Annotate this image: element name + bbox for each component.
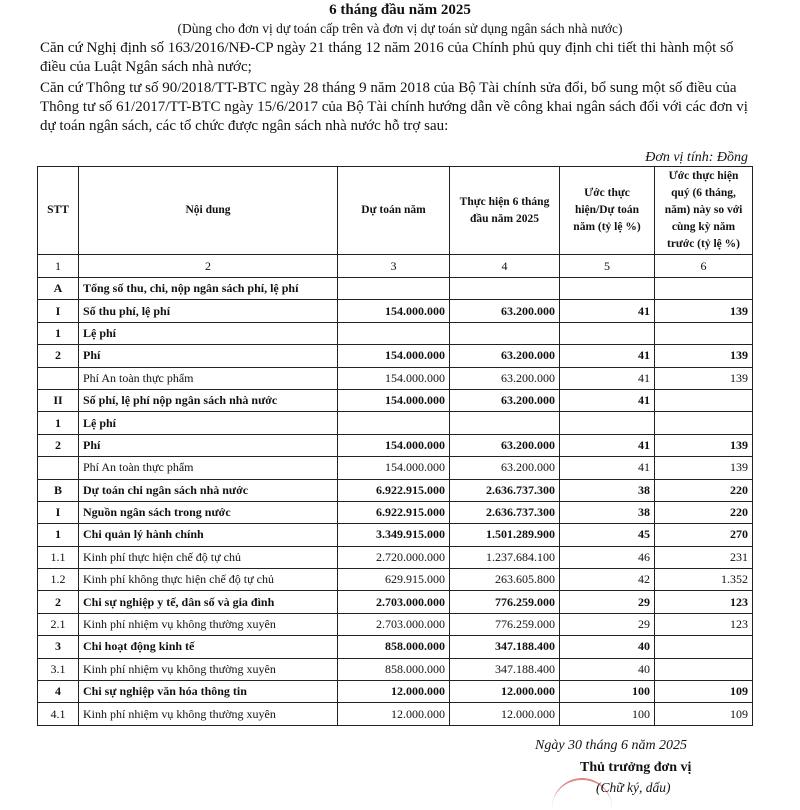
row-plan: 2.720.000.000 xyxy=(338,546,450,568)
row-ratio-prev-year: 139 xyxy=(655,457,753,479)
row-ratio-prev-year: 220 xyxy=(655,479,753,501)
row-plan: 154.000.000 xyxy=(338,300,450,322)
row-content: Phí xyxy=(79,434,338,456)
row-ratio-plan: 42 xyxy=(560,569,655,591)
table-row xyxy=(38,278,753,300)
row-actual: 776.259.000 xyxy=(450,613,560,635)
row-ratio-prev-year xyxy=(655,658,753,680)
row-content: Tổng số thu, chi, nộp ngân sách phí, lệ phí xyxy=(79,278,338,300)
row-plan: 154.000.000 xyxy=(338,389,450,411)
report-subtitle: (Dùng cho đơn vị dự toán cấp trên và đơn vị dự toán sử dụng ngân sách nhà nước) xyxy=(177,21,623,36)
row-plan xyxy=(338,322,450,344)
table-row xyxy=(38,479,753,501)
row-actual: 63.200.000 xyxy=(450,345,560,367)
row-stt: 1.1 xyxy=(38,546,79,568)
table-row xyxy=(38,501,753,523)
row-plan: 154.000.000 xyxy=(338,345,450,367)
row-ratio-prev-year xyxy=(655,636,753,658)
col-number: 2 xyxy=(79,255,338,278)
row-ratio-prev-year xyxy=(655,412,753,434)
row-ratio-prev-year xyxy=(655,389,753,411)
row-ratio-plan: 40 xyxy=(560,636,655,658)
row-stt: I xyxy=(38,300,79,322)
row-stt: A xyxy=(38,278,79,300)
table-row xyxy=(38,703,753,725)
row-ratio-plan: 41 xyxy=(560,300,655,322)
row-plan xyxy=(338,412,450,434)
table-row xyxy=(38,367,753,389)
row-ratio-prev-year: 231 xyxy=(655,546,753,568)
row-ratio-plan: 38 xyxy=(560,479,655,501)
col-number: 3 xyxy=(338,255,450,278)
row-content: Lệ phí xyxy=(79,412,338,434)
row-stt: 3 xyxy=(38,636,79,658)
row-content: Nguồn ngân sách trong nước xyxy=(79,501,338,523)
row-actual: 63.200.000 xyxy=(450,434,560,456)
table-row xyxy=(38,345,753,367)
row-ratio-prev-year: 220 xyxy=(655,501,753,523)
table-row xyxy=(38,658,753,680)
currency-unit: Đơn vị tính: Đồng xyxy=(645,150,748,165)
signer-title: Thủ trưởng đơn vị xyxy=(580,760,692,775)
row-ratio-prev-year: 139 xyxy=(655,345,753,367)
row-actual xyxy=(450,412,560,434)
row-plan: 12.000.000 xyxy=(338,681,450,703)
row-content: Dự toán chi ngân sách nhà nước xyxy=(79,479,338,501)
col-header-content: Nội dung xyxy=(79,167,338,255)
table-row xyxy=(38,457,753,479)
row-ratio-prev-year: 139 xyxy=(655,434,753,456)
row-ratio-plan: 45 xyxy=(560,524,655,546)
row-stt: B xyxy=(38,479,79,501)
row-stt xyxy=(38,457,79,479)
table-row xyxy=(38,681,753,703)
row-content: Số thu phí, lệ phí xyxy=(79,300,338,322)
col-number: 4 xyxy=(450,255,560,278)
row-ratio-prev-year: 123 xyxy=(655,613,753,635)
row-actual: 2.636.737.300 xyxy=(450,501,560,523)
row-actual: 12.000.000 xyxy=(450,703,560,725)
row-plan: 154.000.000 xyxy=(338,367,450,389)
col-header-ratio-plan: Ước thực hiện/Dự toán năm (tỷ lệ %) xyxy=(560,167,655,255)
row-stt: II xyxy=(38,389,79,411)
row-ratio-plan: 41 xyxy=(560,345,655,367)
row-content: Phí xyxy=(79,345,338,367)
row-content: Số phí, lệ phí nộp ngân sách nhà nước xyxy=(79,389,338,411)
row-stt: I xyxy=(38,501,79,523)
row-ratio-prev-year: 1.352 xyxy=(655,569,753,591)
row-plan: 6.922.915.000 xyxy=(338,501,450,523)
row-content: Kinh phí không thực hiện chế độ tự chủ xyxy=(79,569,338,591)
row-actual xyxy=(450,322,560,344)
row-actual: 2.636.737.300 xyxy=(450,479,560,501)
row-ratio-prev-year: 123 xyxy=(655,591,753,613)
row-plan: 154.000.000 xyxy=(338,457,450,479)
col-header-ratio-prev-year: Ước thực hiện quý (6 tháng, năm) này so với cùng kỳ năm trước (tỷ lệ %) xyxy=(655,167,753,255)
row-plan: 12.000.000 xyxy=(338,703,450,725)
table-row xyxy=(38,546,753,568)
row-content: Lệ phí xyxy=(79,322,338,344)
row-ratio-prev-year: 139 xyxy=(655,300,753,322)
row-ratio-prev-year xyxy=(655,278,753,300)
row-ratio-prev-year: 270 xyxy=(655,524,753,546)
table-row xyxy=(38,591,753,613)
col-header-actual: Thực hiện 6 tháng đầu năm 2025 xyxy=(450,167,560,255)
row-actual: 63.200.000 xyxy=(450,389,560,411)
row-stt: 1 xyxy=(38,322,79,344)
row-ratio-prev-year: 109 xyxy=(655,681,753,703)
row-actual: 63.200.000 xyxy=(450,457,560,479)
row-plan: 2.703.000.000 xyxy=(338,591,450,613)
row-stt: 2 xyxy=(38,591,79,613)
row-actual: 263.605.800 xyxy=(450,569,560,591)
table-row xyxy=(38,636,753,658)
row-actual: 63.200.000 xyxy=(450,367,560,389)
col-header-plan: Dự toán năm xyxy=(338,167,450,255)
row-actual: 12.000.000 xyxy=(450,681,560,703)
row-ratio-plan: 29 xyxy=(560,591,655,613)
col-header-stt: STT xyxy=(38,167,79,255)
row-ratio-plan: 100 xyxy=(560,703,655,725)
table-row xyxy=(38,524,753,546)
row-content: Chi sự nghiệp y tế, dân số và gia đình xyxy=(79,591,338,613)
legal-basis-1: Căn cứ Nghị định số 163/2016/NĐ-CP ngày 21 tháng 12 năm 2016 của Chính phủ quy định chi tiết thi hành một số điều của Luật Ngân sách nhà nước; xyxy=(40,40,734,75)
col-number: 1 xyxy=(38,255,79,278)
row-ratio-plan: 41 xyxy=(560,389,655,411)
row-ratio-plan: 41 xyxy=(560,367,655,389)
row-stt: 2 xyxy=(38,434,79,456)
row-ratio-prev-year: 109 xyxy=(655,703,753,725)
row-actual: 347.188.400 xyxy=(450,658,560,680)
row-ratio-plan: 29 xyxy=(560,613,655,635)
budget-table xyxy=(37,166,753,726)
row-stt: 4 xyxy=(38,681,79,703)
row-ratio-plan: 41 xyxy=(560,434,655,456)
row-content: Kinh phí nhiệm vụ không thường xuyên xyxy=(79,703,338,725)
row-stt: 1 xyxy=(38,412,79,434)
row-actual: 1.501.289.900 xyxy=(450,524,560,546)
signer-note: (Chữ ký, dấu) xyxy=(596,780,671,795)
row-ratio-plan: 100 xyxy=(560,681,655,703)
row-stt: 3.1 xyxy=(38,658,79,680)
row-content: Chi hoạt động kinh tế xyxy=(79,636,338,658)
table-row xyxy=(38,613,753,635)
row-stt: 2.1 xyxy=(38,613,79,635)
row-plan: 154.000.000 xyxy=(338,434,450,456)
row-actual: 63.200.000 xyxy=(450,300,560,322)
row-plan: 2.703.000.000 xyxy=(338,613,450,635)
table-row xyxy=(38,434,753,456)
row-stt: 4.1 xyxy=(38,703,79,725)
row-ratio-plan: 40 xyxy=(560,658,655,680)
row-ratio-plan xyxy=(560,278,655,300)
signing-date: Ngày 30 tháng 6 năm 2025 xyxy=(535,738,688,753)
col-number: 6 xyxy=(655,255,753,278)
row-plan xyxy=(338,278,450,300)
table-row xyxy=(38,300,753,322)
row-plan: 629.915.000 xyxy=(338,569,450,591)
table-row xyxy=(38,322,753,344)
row-plan: 858.000.000 xyxy=(338,658,450,680)
row-stt xyxy=(38,367,79,389)
row-ratio-plan: 38 xyxy=(560,501,655,523)
report-title: 6 tháng đầu năm 2025 xyxy=(329,2,471,18)
row-content: Chi sự nghiệp văn hóa thông tin xyxy=(79,681,338,703)
row-stt: 1 xyxy=(38,524,79,546)
row-actual: 776.259.000 xyxy=(450,591,560,613)
row-content: Chi quản lý hành chính xyxy=(79,524,338,546)
table-row xyxy=(38,389,753,411)
row-ratio-plan xyxy=(560,322,655,344)
row-actual xyxy=(450,278,560,300)
row-content: Phí An toàn thực phẩm xyxy=(79,457,338,479)
row-actual: 347.188.400 xyxy=(450,636,560,658)
row-actual: 1.237.684.100 xyxy=(450,546,560,568)
row-content: Kinh phí nhiệm vụ không thường xuyên xyxy=(79,658,338,680)
row-content: Kinh phí thực hiện chế độ tự chủ xyxy=(79,546,338,568)
row-content: Phí An toàn thực phẩm xyxy=(79,367,338,389)
table-row xyxy=(38,412,753,434)
row-ratio-plan: 46 xyxy=(560,546,655,568)
col-number: 5 xyxy=(560,255,655,278)
row-ratio-prev-year: 139 xyxy=(655,367,753,389)
row-plan: 858.000.000 xyxy=(338,636,450,658)
row-stt: 1.2 xyxy=(38,569,79,591)
row-plan: 3.349.915.000 xyxy=(338,524,450,546)
row-ratio-plan: 41 xyxy=(560,457,655,479)
table-row xyxy=(38,569,753,591)
row-plan: 6.922.915.000 xyxy=(338,479,450,501)
legal-basis-2: Căn cứ Thông tư số 90/2018/TT-BTC ngày 28 tháng 9 năm 2018 của Bộ Tài chính sửa đổi, bổ sung một số điều của Thông tư số 61/2017/TT-BTC ngày 15/6/2017 của Bộ Tài chính hướng dẫn về công khai ngân sách đối với các đơn vị dự toán ngân sách, các tổ chức được ngân sách nhà nước hỗ trợ sau: xyxy=(40,80,748,134)
row-content: Kinh phí nhiệm vụ không thường xuyên xyxy=(79,613,338,635)
row-stt: 2 xyxy=(38,345,79,367)
row-ratio-prev-year xyxy=(655,322,753,344)
row-ratio-plan xyxy=(560,412,655,434)
